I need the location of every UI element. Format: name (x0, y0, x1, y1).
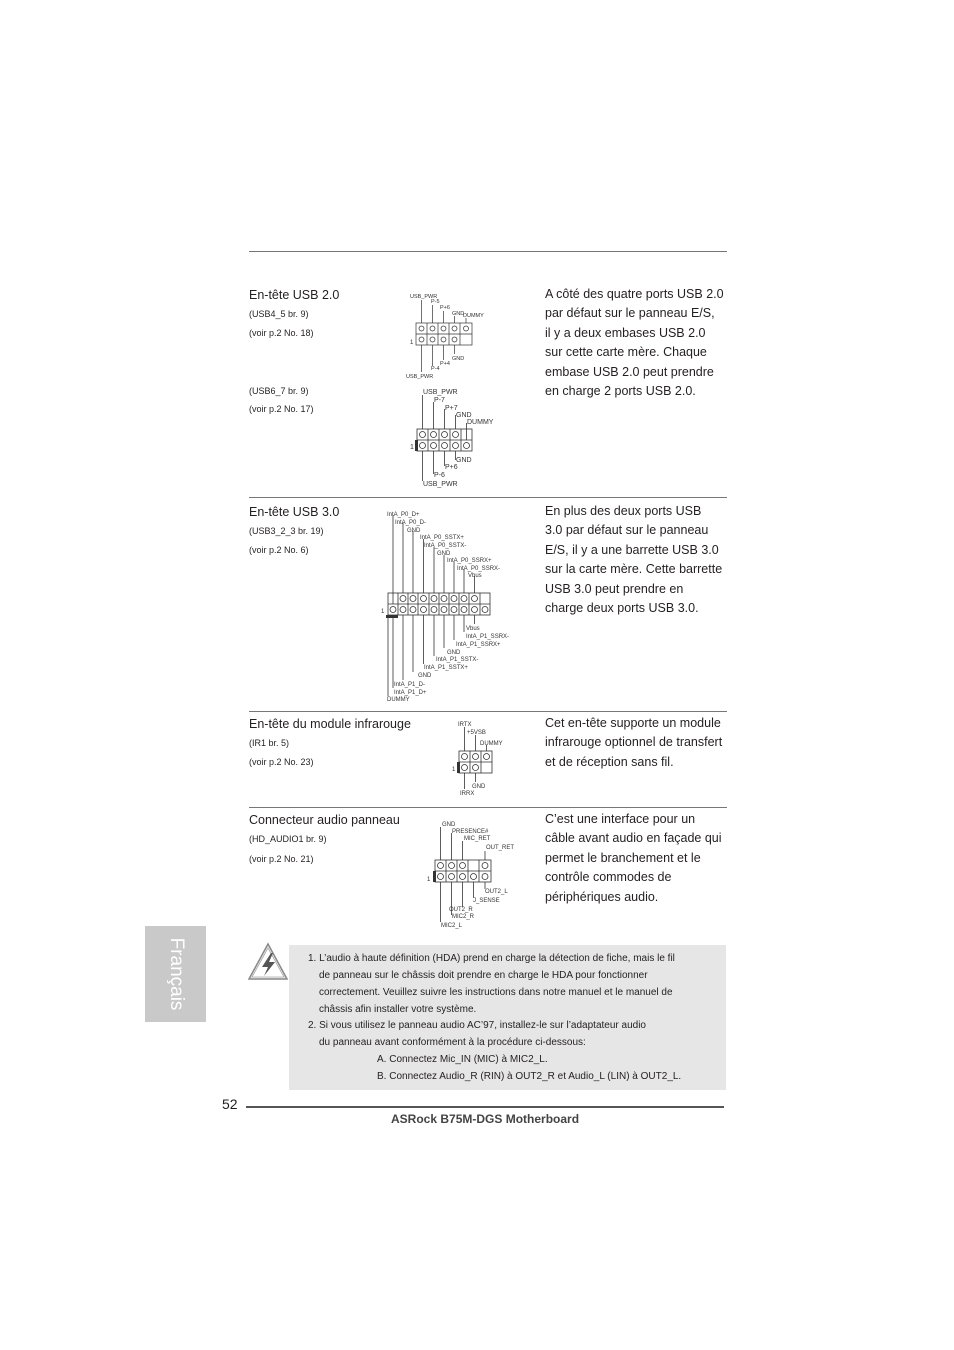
note-line: A. Connectez Mic_IN (MIC) à MIC2_L. (377, 1054, 548, 1065)
pin-label: DUMMY (463, 313, 484, 319)
note-line: 2. Si vous utilisez le panneau audio AC’97, installez-le sur l’adaptateur audio (308, 1020, 646, 1031)
desc-line: sur la carte mère. Cette barrette (545, 562, 723, 577)
ir-title: En-tête du module infrarouge (249, 717, 411, 731)
top-divider (249, 251, 727, 252)
pin-label: USB_PWR (423, 481, 458, 488)
pin-label: MIC2_R (452, 914, 475, 920)
desc-line: périphériques audio. (545, 889, 659, 904)
pin-label: IRTX (458, 722, 472, 728)
note-line: B. Connectez Audio_R (RIN) à OUT2_R et Audio_L (LIN) à OUT2_L. (377, 1071, 682, 1082)
desc-line: A côté des quatre ports USB 2.0 (545, 287, 724, 301)
pin-label: P+6 (445, 464, 458, 471)
pin-label: OUT_RET (486, 845, 515, 851)
note-line: de panneau sur le châssis doit prendre en charge le HDA pour fonctionner (319, 970, 648, 981)
desc-line: embase USB 2.0 peut prendre (545, 364, 714, 379)
audio-title: Connecteur audio panneau (249, 813, 400, 827)
desc-line: charge deux ports USB 3.0. (545, 601, 699, 616)
language-tab (145, 926, 206, 1022)
pin-label: GND (472, 784, 486, 790)
pin-label: P+7 (445, 405, 458, 412)
pin-label: Vbus (468, 573, 482, 579)
pin-label: MIC2_L (441, 923, 463, 929)
note-line: du panneau avant conformément à la procédure ci-dessous: (319, 1037, 586, 1048)
pin-label: IRRX (460, 791, 475, 797)
pin-label: OUT2_R (449, 907, 473, 913)
desc-line: sur cette carte mère. Chaque (545, 345, 707, 360)
desc-line: par défaut sur le panneau E/S, (545, 306, 715, 321)
divider-usb3 (249, 497, 727, 498)
pin-label: Vbus (466, 626, 480, 632)
warning-lightning-icon (247, 941, 289, 983)
note-line: 1. L’audio à haute définition (HDA) prend en charge la détection de fiche, mais le fil (308, 953, 675, 964)
pin-label: 1 (410, 340, 414, 346)
pin-label: GND (437, 551, 451, 557)
pin-label: GND (442, 822, 456, 828)
pin-label: GND (418, 673, 432, 679)
pin-label: P+4 (440, 361, 450, 367)
desc-line: infrarouge optionnel de transfert (545, 735, 723, 750)
pin-label: P-6 (434, 472, 445, 479)
desc-line: Cet en-tête supporte un module (545, 716, 721, 730)
footer-title: ASRock B75M-DGS Motherboard (391, 1112, 580, 1126)
pin-label: GND (456, 457, 472, 464)
pin-label: P+6 (440, 305, 450, 311)
desc-line: en charge 2 ports USB 2.0. (545, 384, 696, 399)
ir-description (545, 714, 722, 772)
usb2-sub1: (USB4_5 br. 9) (249, 309, 309, 319)
pin-label: IntA_P0_SSTX- (424, 543, 467, 549)
note-line: correctement. Veuillez suivre les instructions dans notre manuel et le manuel de (319, 987, 673, 998)
pin-label: 1 (381, 609, 385, 615)
pin-label: IntA_P0_SSTX+ (420, 535, 464, 541)
pin-label: GND (452, 356, 465, 362)
note-box (289, 945, 726, 1090)
pin-label: DUMMY (467, 419, 494, 426)
usb2-header-diagram-1 (400, 288, 510, 383)
pin-label: +5VSB (467, 730, 486, 736)
pin-label: GND (452, 311, 465, 317)
pin-label: P-4 (431, 366, 440, 372)
desc-line: En plus des deux ports USB (545, 504, 702, 518)
pin-label: IntA_P1_SSRX- (466, 634, 510, 640)
language-label: Français (165, 937, 187, 1011)
pin-label: IntA_P1_D+ (394, 690, 427, 696)
usb2-sub2: (USB6_7 br. 9) (249, 386, 309, 396)
pin-label: 1 (452, 767, 456, 773)
note-line: châssis afin installer votre système. (319, 1004, 477, 1015)
desc-line: il y a deux embases USB 2.0 (545, 325, 706, 340)
pin-label: IntA_P0_D+ (387, 512, 420, 518)
footer-divider (246, 1106, 724, 1108)
pin-label: IntA_P0_D- (395, 520, 427, 526)
divider-ir (249, 711, 727, 712)
audio-sub: (HD_AUDIO1 br. 9) (249, 834, 327, 844)
desc-line: USB 3.0 peut prendre en (545, 581, 684, 596)
audio-header-diagram (425, 815, 525, 933)
divider-audio (249, 807, 727, 808)
audio-description (545, 810, 722, 907)
desc-line: permet le branchement et le (545, 850, 701, 865)
pin-label: IntA_P1_D- (394, 682, 426, 688)
pin-label: IntA_P1_SSTX- (436, 657, 479, 663)
pin-label: MIC_RET (464, 836, 491, 842)
desc-line: C’est une interface pour un (545, 812, 696, 826)
pin-label: GND (407, 528, 421, 534)
desc-line: et de réception sans fil. (545, 754, 674, 769)
pin-label: OUT2_L (485, 889, 508, 895)
pin-label: GND (447, 650, 461, 656)
pin-label: USB_PWR (410, 294, 438, 300)
pin-label: IntA_P0_SSRX+ (447, 558, 492, 564)
pin-label: IntA_P1_SSRX+ (456, 642, 501, 648)
usb3-sub: (USB3_2_3 br. 19) (249, 526, 324, 536)
ir-header-diagram (450, 718, 520, 798)
pin-label: USB_PWR (406, 374, 434, 380)
pin-label: USB_PWR (423, 389, 458, 396)
pin-label: GND (456, 412, 472, 419)
usb3-header-diagram (380, 505, 520, 705)
usb2-header-diagram-2 (405, 385, 515, 490)
desc-line: câble avant audio en façade qui (545, 831, 722, 846)
ir-ref: (voir p.2 No. 23) (249, 757, 314, 767)
pin-label: J_SENSE (473, 898, 500, 904)
usb3-ref: (voir p.2 No. 6) (249, 545, 309, 555)
page-number: 52 (222, 1096, 238, 1112)
pin-label: DUMMY (480, 741, 503, 747)
pin-label: 1 (427, 877, 431, 883)
pin-label: P-5 (431, 299, 440, 305)
audio-ref: (voir p.2 No. 21) (249, 854, 314, 864)
usb2-ref1: (voir p.2 No. 18) (249, 328, 314, 338)
desc-line: E/S, il y a une barrette USB 3.0 (545, 542, 719, 557)
pin-label: PRESENCE# (452, 829, 489, 835)
usb2-ref2: (voir p.2 No. 17) (249, 404, 314, 414)
ir-sub: (IR1 br. 5) (249, 738, 290, 748)
pin-label: IntA_P1_SSTX+ (424, 665, 468, 671)
usb3-description (545, 502, 722, 618)
pin-label: 1 (410, 444, 414, 451)
usb2-description (545, 285, 724, 401)
usb2-title: En-tête USB 2.0 (249, 288, 340, 302)
pin-label: IntA_P0_SSRX- (457, 566, 501, 572)
desc-line: contrôle commodes de (545, 870, 672, 885)
pin-label: DUMMY (387, 697, 410, 703)
pin-label: P-7 (434, 397, 445, 404)
usb3-title: En-tête USB 3.0 (249, 505, 340, 519)
desc-line: 3.0 par défaut sur le panneau (545, 523, 709, 538)
